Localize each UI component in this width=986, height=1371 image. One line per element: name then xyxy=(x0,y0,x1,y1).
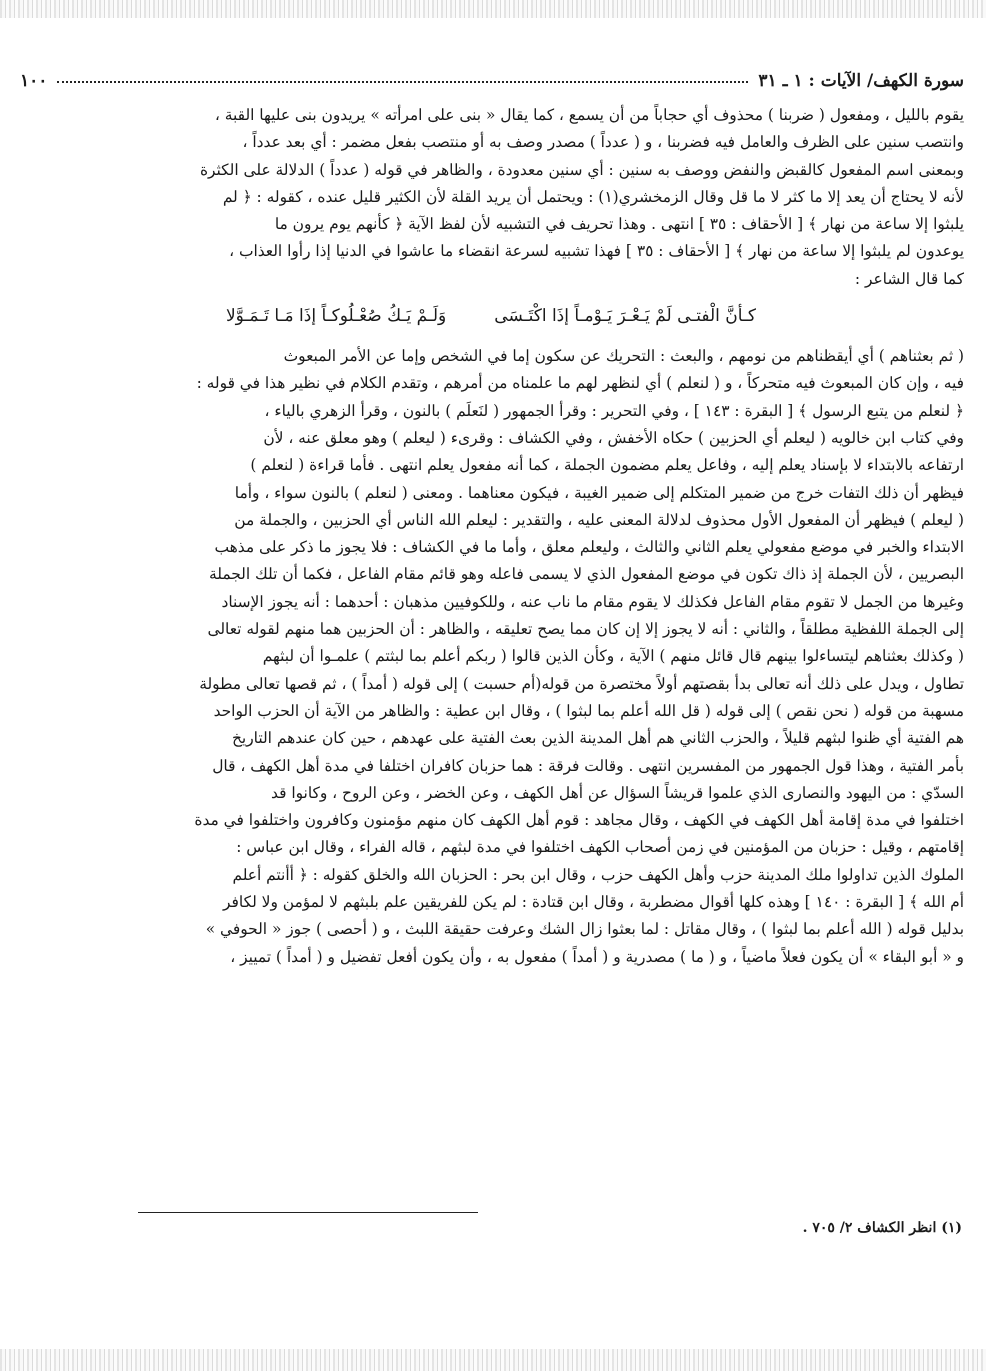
paragraph-1 xyxy=(18,102,964,293)
header-leader-dots xyxy=(57,79,748,83)
text-line: إلى الجملة اللفظية مطلقاً ، والثاني : أنه لا يجوز إلا إن كان مما يصح تعليقه ، والظاهر : أن الحزبين هما منهم لقوله تعالى xyxy=(207,620,964,639)
verse-left-hemistich: وَلَـمْ يَـكُ صُعْـلُوكـاً إذَا مَـا تَـمَـوَّلا xyxy=(225,306,447,327)
text-line: إقامتهم ، وقيل : حزبان من المؤمنين في زمن أصحاب الكهف اختلفوا في مدة لبثهم ، قاله الفراء ، وقال ابن عباس : xyxy=(236,838,964,857)
text-line: الملوك الذين تداولوا ملك المدينة حزب وأهل الكهف حزب ، وقال ابن بحر : الحزبان الله والخلق كقوله : ﴿ أأنتم أعلم xyxy=(232,865,964,884)
text-line: بدليل قوله ( الله أعلم بما لبثوا ) ، وقال مقاتل : لما بعثوا زال الشك وعرفت حقيقة اللبث ، و ( أحصى ) جوز « الحوفي » xyxy=(205,920,964,939)
paragraph-2 xyxy=(18,343,964,971)
text-line: و « أبو البقاء » أن يكون فعلاً ماضياً ، و ( ما ) مصدرية و ( أمداً ) مفعول به ، وأن يكون أفعل تفضيل و ( أمداً ) تمييز ، xyxy=(230,947,964,966)
text-line: السدّي : من اليهود والنصارى الذي علموا قريشاً السؤال عن أهل الكهف ، وعن الخضر ، وعن الروح ، وكانوا قد xyxy=(271,783,964,802)
text-line: بأمر الفتية ، وهذا قول الجمهور من المفسرين انتهى . وقالت فرقة : هما حزبان كافران اختلفا في مدة أهل الكهف ، قال xyxy=(212,756,964,775)
text-line: ( ثم بعثناهم ) أي أيقظناهم من نومهم ، والبعث : التحريك عن سكون إما في الشخص وإما عن الأمر المبعوث xyxy=(283,347,964,366)
text-line: أم الله ﴾ [ البقرة : ١٤٠ ] وهذه كلها أقوال مضطربة ، وقال ابن قتادة : لم يكن للفريقين علم بلبثهم لا لمؤمن ولا لكافر xyxy=(223,893,964,912)
text-line: الابتداء والخبر في موضع مفعولي يعلم الثاني والثالث ، وليعلم معلق ، وأما ما في الكشاف : فلا يجوز ما ذكر على مذهب xyxy=(214,538,964,557)
text-line: لأنه لا يحتاج أن يعد إلا ما كثر لا ما قل وقال الزمخشري(١) : ويحتمل أن يريد القلة لأن الكثير قليل عنده ، كقوله : ﴿ لم xyxy=(222,187,964,206)
text-line: اختلفوا في مدة إقامة أهل الكهف في الكهف ، وقال مجاهد : قوم أهل الكهف كان منهم مؤمنون وكافرون واختلفوا في مدة xyxy=(194,811,964,830)
text-line: فيظهر أن ذلك التفات خرج من ضمير المتكلم إلى ضمير الغيبة ، فيكون معناهما . ومعنى ( لنعلم ) بالنون سواء ، وأما xyxy=(234,483,964,502)
page-number: ١٠٠ xyxy=(20,71,48,91)
running-header xyxy=(20,66,964,96)
footnote-separator xyxy=(138,1212,478,1213)
text-line: هم الفتية أي ظنوا لبثهم قليلاً ، والحزب الثاني هم أهل المدينة الذين بعث الفتية على عهدهم ، حين كان عندهم التاريخ xyxy=(232,729,964,748)
text-line: ارتفاعه بالابتداء لا بإسناد يعلم إليه ، وفاعل يعلم مضمون الجملة ، كما أنه مفعول يعلم انتهى . فأما قراءة ( لنعلم ) xyxy=(250,456,964,475)
footnote: (١) انظر الكشاف ٢/ ٧٠٥ . xyxy=(802,1220,962,1236)
text-line: البصريين ، لأن الجملة إذ ذاك تكون في موضع المفعول الذي لا يسمى فاعله وهو قائم مقام الفاعل ، فكما أن تلك الجملة xyxy=(208,565,964,584)
text-line: تطاول ، ويدل على ذلك أنه تعالى بدأ بقصتهم أولاً مختصرة من قوله(أم حسبت ) إلى قوله ( أمداً ) ، ثم قصها تعالى مطولة xyxy=(199,674,964,693)
text-line: وفي كتاب ابن خالويه ( ليعلم أي الحزبين ) حكاه الأخفش ، وفي الكشاف : وقرىء ( ليعلم ) وهو معلق عنه ، لأن xyxy=(263,428,964,447)
text-line: مسهبة من قوله ( نحن نقص ) إلى قوله ( قل الله أعلم بما لبثوا ) ، وقال ابن عطية : والظاهر من الآية أن الحزب الواحد xyxy=(213,701,964,720)
text-line: وبمعنى اسم المفعول كالقبض والنفض ووصف به سنين : أي سنين معدودة ، والظاهر في قوله ( عدداً ) الدلالة على الكثرة xyxy=(199,160,964,179)
text-line: ( وكذلك بعثناهم ليتساءلوا بينهم قال قائل منهم ) الآية ، وكأن الذين قالوا ( ربكم أعلم بما لبثتم ) علمـوا أن لبثهم xyxy=(262,647,964,666)
text-line: فيه ، وإن كان المبعوث فيه متحركاً ، و ( لنعلم ) أي لنظهر لهم ما علمناه من أمرهم ، وتقدم الكلام في نظير هذا في قوله : xyxy=(196,374,964,393)
section-title: سورة الكهف/ الآيات : ١ ـ ٣١ xyxy=(758,71,964,91)
book-page xyxy=(14,60,972,1340)
scan-border-bottom xyxy=(0,1349,986,1371)
text-line: كما قال الشاعر : xyxy=(854,269,964,288)
scan-border-top xyxy=(0,0,986,18)
body-text xyxy=(18,102,964,971)
text-line: ﴿ لنعلم من يتبع الرسول ﴾ [ البقرة : ١٤٣ ] ، وفي التحرير : وقرأ الجمهور ( لنَعلَم ) بالنون ، وقرأ الزهري بالياء ، xyxy=(264,401,964,420)
text-line: وغيرها من الجمل لا تقوم مقام الفاعل فكذلك لا يقوم مقام ما ناب عنه ، وللكوفيين مذهبان : أحدهما : أنه يجوز الإسناد xyxy=(221,592,964,611)
text-line: يوعدون لم يلبثوا إلا ساعة من نهار ﴾ [ الأحقاف : ٣٥ ] فهذا تشبيه لسرعة انقضاء ما عاشوا في الدنيا إذا رأوا العذاب ، xyxy=(229,242,964,261)
text-line: يلبثوا إلا ساعة من نهار ﴾ [ الأحقاف : ٣٥ ] انتهى . وهذا تحريف في التشبيه لأن لفظ الآية ﴿ كأنهم يوم يرون ما xyxy=(274,215,964,234)
verse-right-hemistich: كـأنَّ الْفتـى لَمْ يَـعْـرَ يَـوْمـاً إذَا اكْتَـسَى xyxy=(494,306,757,327)
text-line: ( ليعلم ) فيظهر أن المفعول الأول محذوف لدلالة المعنى عليه ، والتقدير : ليعلم الله الناس أي الحزبين ، والجملة من xyxy=(234,510,964,529)
poetry-verse xyxy=(18,301,964,331)
text-line: يقوم بالليل ، ومفعول ( ضربنا ) محذوف أي حجاباً من أن يسمع ، كما يقال « بنى على امرأته » يريدون بنى عليها القبة ، xyxy=(214,106,964,124)
text-line: وانتصب سنين على الظرف والعامل فيه فضربنا ، و ( عدداً ) مصدر وصف به أو منتصب بفعل مضمر : أي بعد عدداً ، xyxy=(242,133,964,152)
